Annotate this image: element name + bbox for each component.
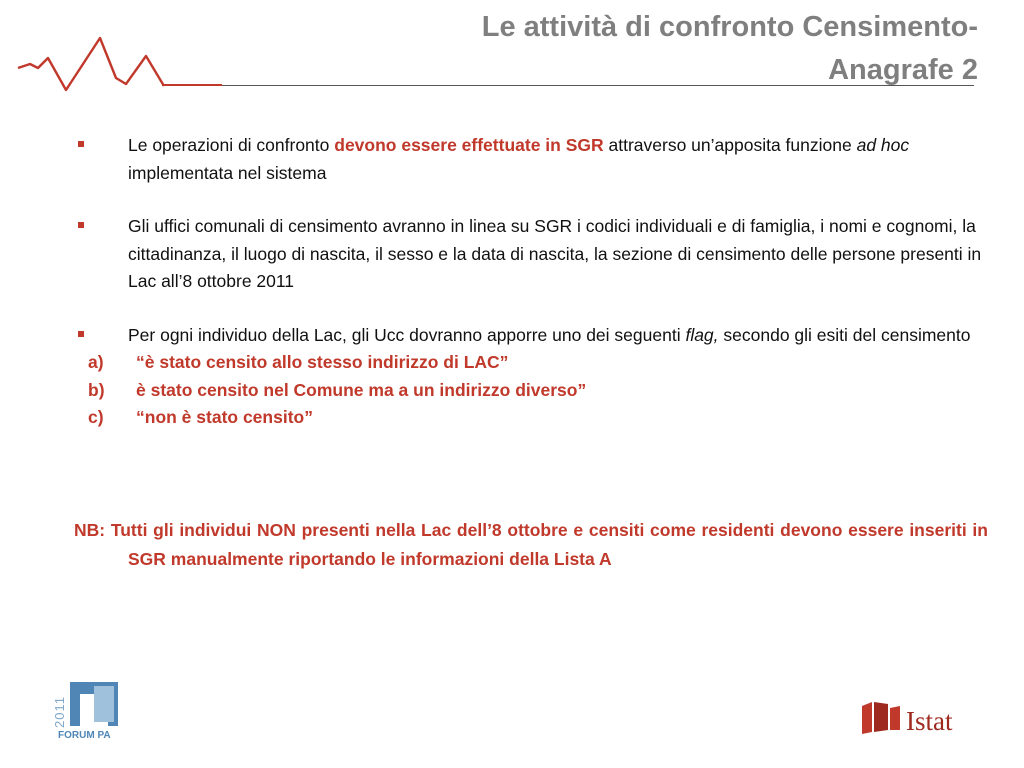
square-bullet-icon <box>78 331 84 337</box>
bullet-item-2 <box>74 213 990 296</box>
bullet-2-text: Gli uffici comunali di censimento avranno in linea su SGR i codici individuali e di famiglia, i nomi e cognomi, la cittadinanza, il luogo di nascita, il sesso e la data di nascita, la sezione di censimento delle persone presenti in Lac all’8 ottobre 2011 <box>128 216 982 291</box>
square-bullet-icon <box>78 222 84 228</box>
forum-name-label: FORUM PA <box>58 730 111 741</box>
option-c <box>74 404 990 432</box>
option-c-text: “non è stato censito” <box>136 407 313 427</box>
bullet-item-1 <box>74 132 990 187</box>
bullet-item-3 <box>74 322 990 350</box>
page-title <box>482 6 978 92</box>
forum-pa-logo <box>54 680 124 740</box>
note-paragraph: NB: Tutti gli individui NON presenti nella Lac dell’8 ottobre e censiti come residenti devono essere inseriti in SGR manualmente riportando le informazioni della Lista A <box>74 520 988 569</box>
pulse-line-decoration <box>18 34 164 94</box>
forum-year-label: 2011 <box>52 696 67 728</box>
page-title-line2: Anagrafe 2 <box>828 54 978 86</box>
option-b-letter: b) <box>88 379 105 400</box>
bullet-3-italic: flag, <box>685 324 719 345</box>
option-a-letter: a) <box>88 352 104 372</box>
square-bullet-icon <box>78 141 84 147</box>
bullet-3-text: Per ogni individuo della Lac, gli Ucc dovranno apporre uno dei seguenti <box>128 324 686 345</box>
option-b <box>74 377 990 405</box>
istat-name-label: Istat <box>906 706 953 736</box>
option-c-letter: c) <box>88 407 104 427</box>
page-title-line1: Le attività di confronto Censimento- <box>481 11 978 43</box>
header-rule-accent <box>162 84 222 86</box>
bullet-list <box>74 132 990 432</box>
bullet-1-italic: ad hoc <box>856 135 910 155</box>
option-a-text: “è stato censito allo stesso indirizzo di LAC” <box>136 352 509 372</box>
option-a <box>74 349 990 377</box>
option-b-text: è stato censito nel Comune ma a un indirizzo diverso” <box>136 379 587 400</box>
istat-logo <box>860 700 972 740</box>
bullet-3-text-end: secondo gli esiti del censimento <box>718 324 971 345</box>
bullet-1-text-mid: attraverso un’apposita funzione <box>603 135 857 155</box>
bullet-1-highlight: devono essere effettuate in SGR <box>334 135 604 155</box>
bullet-1-text: Le operazioni di confronto <box>128 135 335 155</box>
bullet-1-text-end: implementata nel sistema <box>128 162 327 183</box>
